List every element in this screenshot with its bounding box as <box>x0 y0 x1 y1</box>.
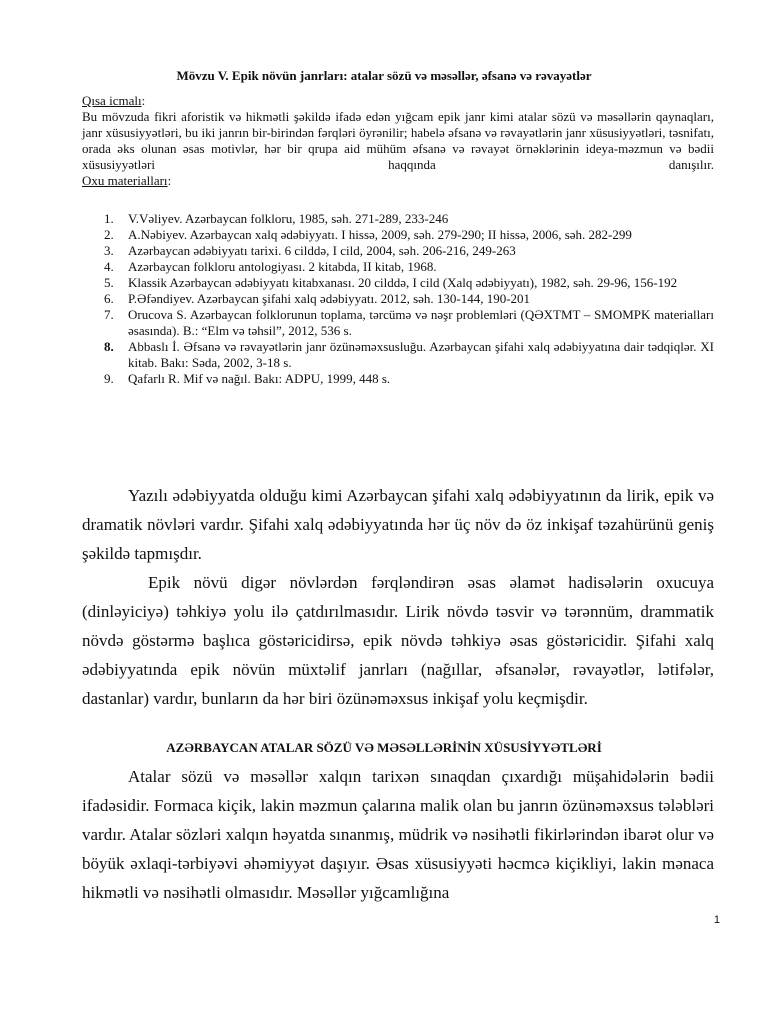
reference-item <box>82 339 714 371</box>
reference-number: 7. <box>104 307 114 322</box>
summary-label-line <box>82 93 714 109</box>
reference-number: 5. <box>104 275 114 290</box>
reference-text: A.Nəbiyev. Azərbaycan xalq ədəbiyyatı. I hissə, 2009, səh. 279-290; II hissə, 2006, səh. 282-299 <box>128 227 632 242</box>
reference-text: Abbaslı İ. Əfsanə və rəvayətlərin janr özünəməxsusluğu. Azərbaycan şifahi xalq ədəbiyyatına dair tədqiqlər. XI kitab. Bakı: Səda, 2002, 3-18 s. <box>128 339 714 370</box>
summary-label-colon: : <box>141 93 146 108</box>
page-title: Mövzu V. Epik növün janrları: atalar sözü və məsəllər, əfsanə və rəvayətlər <box>176 68 592 83</box>
body-paragraph-3-text: Atalar sözü və məsəllər xalqın tarixən sınaqdan çıxardığı müşahidələrin bədii ifadəsidir. Formaca kiçik, lakin məzmun çalarına malik olan bu janrın özünəməxsus tələbləri vardır. Atalar sözləri xalqın həyatda sınanmış, müdrik və nəsihətli fikirlərindən ibarət olur və böyük əxlaqi-tərbiyəvi əhəmiyyət daşıyır. Əsas xüsusiyyəti həcmcə kiçikliyi, lakin mənaca hikmətli və nəsihətli olmasıdır. Məsəllər yığcamlığına <box>82 767 714 902</box>
reference-item <box>82 291 714 307</box>
body-paragraph-3 <box>82 762 714 907</box>
materials-label-colon: : <box>167 173 172 188</box>
body-paragraph-1-text: Yazılı ədəbiyyatda olduğu kimi Azərbaycan şifahi xalq ədəbiyyatının da lirik, epik və dramatik növləri vardır. Şifahi xalq ədəbiyyatında hər üç növ də öz inkişaf təzahürünü geniş şəkildə tapmışdır. <box>82 486 714 563</box>
reference-number: 1. <box>104 211 114 226</box>
reference-item <box>82 211 714 227</box>
summary-block <box>82 93 714 189</box>
reference-item <box>82 275 714 291</box>
reference-text: V.Vəliyev. Azərbaycan folkloru, 1985, səh. 271-289, 233-246 <box>128 211 449 226</box>
reference-text: Azərbaycan ədəbiyyatı tarixi. 6 cilddə, I cild, 2004, səh. 206-216, 249-263 <box>128 243 516 258</box>
body-paragraph-2-text: Epik növü digər növlərdən fərqləndirən əsas əlamət hadisələrin oxucuya (dinləyiciyə) təhkiyə yolu ilə çatdırılmasıdır. Lirik növdə təsvir və tərənnüm, drammatik növdə göstərmə başlıca göstəricidirsə, epik növdə təhkiyə əsas göstəricidir. Şifahi xalq ədəbiyyatında epik növün müxtəlif janrları (nağıllar, əfsanələr, rəvayətlər, lətifələr, dastanlar) vardır, bunların da hər biri özünəməxsus inkişaf yolu keçmişdir. <box>82 573 714 708</box>
body-paragraph-1 <box>82 481 714 568</box>
reference-item <box>82 307 714 339</box>
reference-number: 9. <box>104 371 114 386</box>
reference-item <box>82 259 714 275</box>
reference-number: 8. <box>104 339 114 354</box>
reference-text: Azərbaycan folkloru antologiyası. 2 kitabda, II kitab, 1968. <box>128 259 437 274</box>
reference-number: 6. <box>104 291 114 306</box>
reference-item <box>82 371 714 387</box>
section-heading: AZƏRBAYCAN ATALAR SÖZÜ VƏ MƏSƏLLƏRİNİN XÜSUSİYYƏTLƏRİ <box>166 740 602 755</box>
summary-text: Bu mövzuda fikri aforistik və hikmətli şəkildə ifadə edən yığcam epik janr kimi atalar sözü və məsəllərin qaynaqları, janr xüsusiyyətləri, bu iki janrın bir-birindən fərqləri öyrənilir; habelə əfsanə və rəvayətlərin janr xüsusiyyətləri, təsnifatı, orada əks olunan əsas motivlər, hər bir qrupa aid mühüm əfsanə və rəvayət örnəklərinin ideya-məzmun və bədii xüsusiyyətləri haqqında danışılır. <box>82 109 714 172</box>
reference-text: Qafarlı R. Mif və nağıl. Bakı: ADPU, 1999, 448 s. <box>128 371 391 386</box>
reference-item <box>82 227 714 243</box>
reference-number: 3. <box>104 243 114 258</box>
reference-text: Orucova S. Azərbaycan folklorunun toplama, tərcümə və nəşr problemləri (QƏXTMT – SMOMPK materialları əsasında). B.: “Elm və təhsil”, 2012, 536 s. <box>128 307 714 338</box>
materials-label-line <box>82 173 714 189</box>
summary-label: Qısa icmalı <box>82 93 142 108</box>
materials-label: Oxu materialları <box>82 173 168 188</box>
reference-item <box>82 243 714 259</box>
body-paragraph-2 <box>82 568 714 713</box>
reference-number: 2. <box>104 227 114 242</box>
reference-text: P.Əfəndiyev. Azərbaycan şifahi xalq ədəbiyyatı. 2012, səh. 130-144, 190-201 <box>128 291 531 306</box>
reference-text: Klassik Azərbaycan ədəbiyyatı kitabxanası. 20 cilddə, I cild (Xalq ədəbiyyatı), 1982, səh. 29-96, 156-192 <box>128 275 678 290</box>
reference-number: 4. <box>104 259 114 274</box>
reference-list <box>82 211 714 387</box>
page-number: 1 <box>713 914 720 926</box>
